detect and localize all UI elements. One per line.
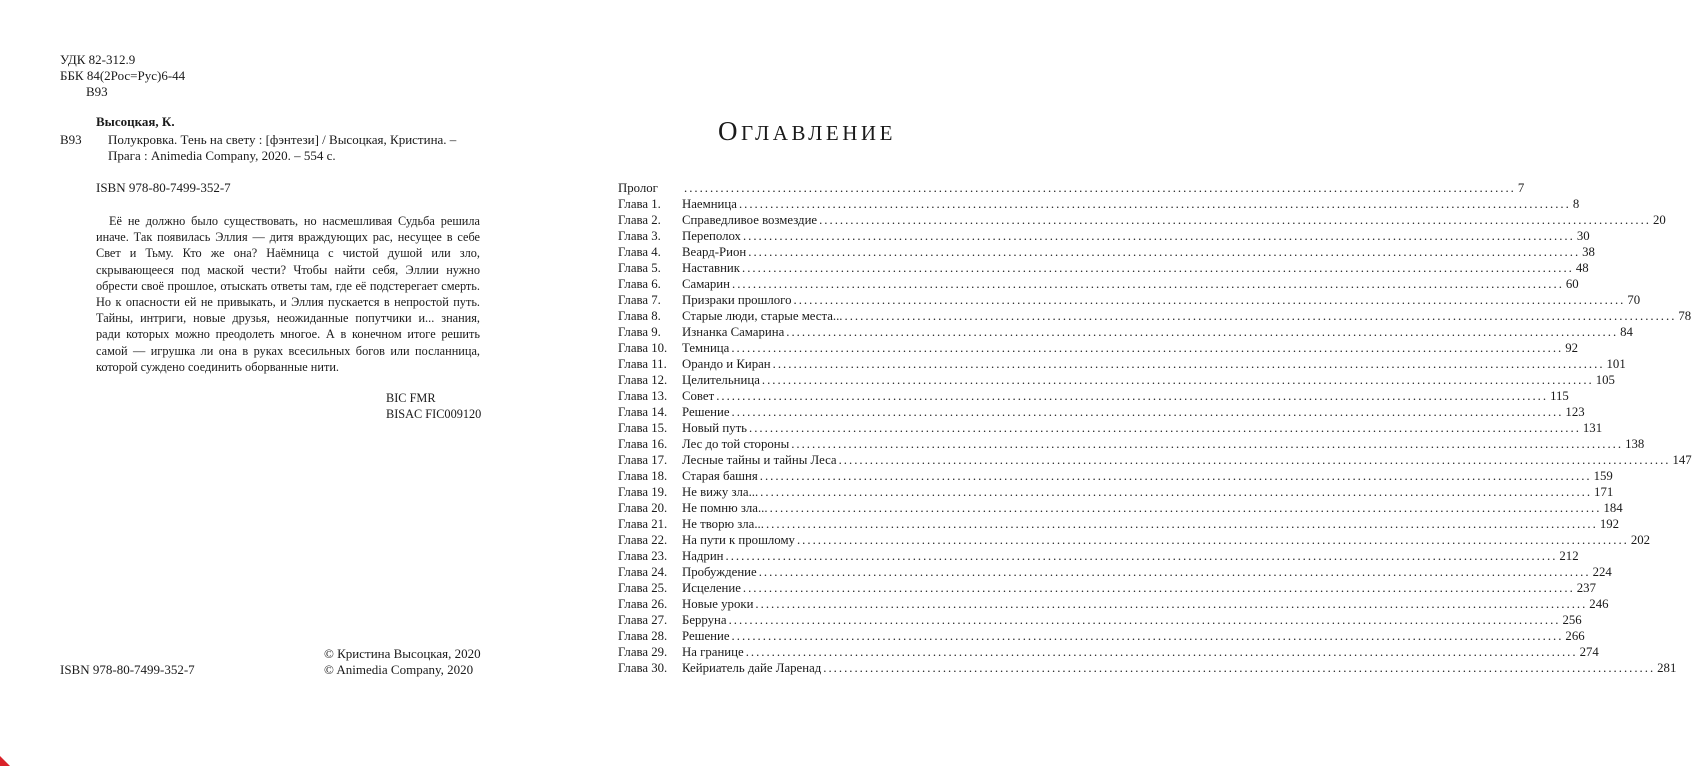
toc-entry-label: Глава 1. [618,197,661,211]
toc-entry [618,404,1585,420]
toc-entry-line [682,388,1569,404]
toc-entry-label: Глава 13. [618,389,668,403]
toc-entry-leader: ................................................................................................................................................................ [684,181,1516,195]
toc-entry-leader: ................................................................................................................................................................ [731,405,1564,419]
toc-entry-page: 281 [1657,661,1677,675]
toc-entry-label: Глава 22. [618,533,668,547]
toc-entry [618,628,1585,644]
toc-entry [618,420,1603,436]
toc-entry-title: Совет [682,389,715,403]
toc-entry-title: Наемница [682,197,737,211]
toc-entry-title: Переполох [682,229,741,243]
toc-entry-leader: ................................................................................................................................................................ [728,613,1561,627]
toc-entry-page: 171 [1594,485,1614,499]
toc-entry-leader: ................................................................................................................................................................ [745,645,1578,659]
toc-entry [618,308,1692,324]
toc-entry-leader: ................................................................................................................................................................ [796,533,1629,547]
toc-entry-leader: ................................................................................................................................................................ [761,373,1594,387]
toc-entry-page: 115 [1550,389,1569,403]
toc-entry-label: Глава 21. [618,517,668,531]
toc-entry-line [682,196,1580,212]
toc-entry-page: 266 [1565,629,1585,643]
toc-entry-label: Глава 17. [618,453,668,467]
toc-entry-line [682,452,1692,468]
isbn-bottom: ISBN 978-80-7499-352-7 [60,662,195,677]
toc-entry-page: 159 [1593,469,1613,483]
toc-entry [618,532,1651,548]
toc-entry-page: 78 [1678,309,1692,323]
toc-entry-title: Веард-Рион [682,245,747,259]
toc-entry-leader: ................................................................................................................................................................ [731,629,1564,643]
toc-entry-title: Наставник [682,261,740,275]
toc-entry [618,660,1677,676]
toc-entry-title: Старая башня [682,469,758,483]
toc-entry-page: 224 [1592,565,1612,579]
toc-entry-label: Глава 19. [618,485,668,499]
toc-entry-line [682,532,1651,548]
toc-entry-label: Глава 25. [618,581,668,595]
toc-entry-page: 237 [1576,581,1596,595]
toc-entry-leader: ................................................................................................................................................................ [769,501,1602,515]
toc-entry-line [682,324,1633,340]
toc-entry-label: Глава 24. [618,565,668,579]
toc-entry-page: 30 [1576,229,1590,243]
toc-entry-page: 131 [1582,421,1603,435]
toc-entry-leader: ................................................................................................................................................................ [742,229,1575,243]
toc-entry [618,612,1582,628]
toc-entry-page: 256 [1562,613,1582,627]
toc-entry [618,500,1623,516]
toc-entry-line [682,628,1585,644]
toc-entry-title: Надрин [682,549,724,563]
toc-entry-label: Пролог [618,181,658,195]
toc-entry-page: 8 [1572,197,1580,211]
toc-entry-page: 60 [1565,277,1579,291]
toc-entry-title: На пути к прошлому [682,533,795,547]
toc-entry-leader: ................................................................................................................................................................ [742,261,1574,275]
toc-entry-page: 84 [1620,325,1633,339]
toc-entry [618,596,1609,612]
toc-entry-label: Глава 8. [618,309,661,323]
toc-entry-line [682,612,1582,628]
toc-entry-leader: ................................................................................................................................................................ [838,453,1671,467]
bbk-code: ББК 84(2Рос=Рус)6-44 [60,68,186,83]
copyright-publisher: © Animedia Company, 2020 [324,662,474,677]
toc-entry-title: Исцеление [682,581,741,595]
toc-entry [618,276,1579,292]
toc-entry-line [682,180,1525,196]
toc-entry [618,180,1525,196]
toc-entry-title: Новые уроки [682,597,754,611]
toc-entry-title: Решение [682,405,730,419]
bisac-code: BISAC FIC009120 [386,407,482,421]
toc-entry-title: Темница [682,341,730,355]
toc-entry-page: 192 [1599,517,1620,531]
toc-entry [618,644,1599,660]
toc-entry-label: Глава 10. [618,341,668,355]
toc-entry-page: 105 [1595,373,1615,387]
toc-entry-title: Изнанка Самарина [682,325,785,339]
toc-entry-page: 147 [1672,453,1692,467]
toc-entry-label: Глава 23. [618,549,668,563]
toc-entry-leader: ................................................................................................................................................................ [738,197,1571,211]
toc-entry-label: Глава 26. [618,597,668,611]
right-page [540,0,1692,766]
toc-entry-title: Лес до той стороны [682,437,790,451]
toc-entry-line [682,564,1612,580]
toc-entry-line [682,644,1599,660]
toc-entry-line [682,596,1609,612]
toc-entry-label: Глава 29. [618,645,668,659]
toc-entry-label: Глава 6. [618,277,661,291]
toc-entry [618,244,1595,260]
toc-entry-page: 202 [1630,533,1651,547]
toc-entry-title: Не помню зла... [682,501,768,515]
toc-entry-page: 38 [1582,245,1595,259]
toc-entry-leader: ................................................................................................................................................................ [749,421,1581,435]
toc-entry-line [682,420,1603,436]
toc-entry-title: Не творю зла... [682,517,764,531]
toc-entry-leader: ................................................................................................................................................................ [758,565,1591,579]
toc-entry-page: 70 [1627,293,1641,307]
bic-code: BIC FMR [386,391,436,405]
toc-entry-leader: ................................................................................................................................................................ [819,213,1651,227]
toc-entry-page: 101 [1606,357,1626,371]
toc-entry-title: Целительница [682,373,760,387]
toc-title-initial: О [718,116,741,146]
toc-entry [618,228,1590,244]
toc-entry [618,340,1579,356]
toc-entry [618,196,1580,212]
toc-entry-line [682,244,1595,260]
toc-entry [618,388,1569,404]
toc-entry-title: Орандо и Киран [682,357,771,371]
toc-entry-leader: ................................................................................................................................................................ [731,341,1564,355]
toc-entry-page: 92 [1565,341,1579,355]
toc-entry-leader: ................................................................................................................................................................ [748,245,1581,259]
toc-entry-line [682,404,1585,420]
toc-entry-label: Глава 28. [618,629,668,643]
toc-entry-title: На границе [682,645,744,659]
toc-entry [618,516,1620,532]
toc-entry-line [682,436,1645,452]
toc-entry-page: 274 [1579,645,1599,659]
toc-entry-label: Глава 4. [618,245,661,259]
toc-entry-leader: ................................................................................................................................................................ [716,389,1549,403]
annotation-text: Её не должно было существовать, но насмешливая Судьба решила иначе. Так появилась Эллия — дитя враждующих рас, несущее в себе Свет и Тьму. Кто же она? Наёмница с чистой душой или зло, скрывающееся под маской чести? Чтобы найти себя, Эллии нужно обрести своё прошлое, отыскать ответы там, где её подстерегает смерть. Но к опасности ей не привыкать, и Эллия пускается в непростой путь. Тайны, интриги, новые друзья, неожиданные попутчики и... знания, ради которых можно преодолеть многое. А в конечном итоге решить самой — игрушка ли она в руках всесильных богов или посланница, которой суждено соединить оборванные нити. [96,214,480,374]
toc-entry-title: Справедливое возмездие [682,213,818,227]
toc-entry-page: 184 [1603,501,1623,515]
toc-entry-line [682,484,1614,500]
toc-entry-label: Глава 12. [618,373,668,387]
toc-entry-label: Глава 30. [618,661,668,675]
toc-entry-leader: ................................................................................................................................................................ [759,469,1592,483]
toc-entry-line [682,356,1626,372]
toc-entry-leader: ................................................................................................................................................................ [765,517,1598,531]
toc-entry [618,484,1614,500]
udk-code: УДК 82-312.9 [60,52,136,67]
toc-entry-leader: ................................................................................................................................................................ [793,293,1626,307]
toc-entry-line [682,516,1620,532]
toc-entry-page: 212 [1559,549,1579,563]
toc-entry-label: Глава 5. [618,261,661,275]
toc-entry-leader: ................................................................................................................................................................ [755,597,1588,611]
toc-entry-page: 7 [1517,181,1525,195]
toc-title [718,116,896,146]
toc-entry [618,548,1579,564]
catalog-mark: В93 [60,132,82,147]
toc-entry [618,260,1589,276]
toc-entry-line [682,260,1589,276]
toc-entry-leader: ................................................................................................................................................................ [844,309,1677,323]
toc-entry-line [682,580,1596,596]
toc-entry-leader: ................................................................................................................................................................ [732,277,1564,291]
toc-entry-line [682,372,1615,388]
toc-entry-leader: ................................................................................................................................................................ [760,485,1593,499]
toc-entry-label: Глава 11. [618,357,667,371]
toc-entry-label: Глава 15. [618,421,668,435]
toc-entry-line [682,212,1666,228]
toc-entry-title: Не вижу зла... [682,485,759,499]
author-heading: Высоцкая, К. [96,114,175,129]
toc-entry [618,436,1645,452]
toc-entry [618,564,1612,580]
toc-entry [618,452,1692,468]
toc-entry [618,212,1666,228]
toc-entry-line [682,308,1692,324]
toc-entry [618,292,1641,308]
toc-entry-title: Решение [682,629,730,643]
copyright-author: © Кристина Высоцкая, 2020 [324,646,481,661]
toc-entry-label: Глава 18. [618,469,668,483]
toc-entry-line [682,500,1623,516]
toc-entry-leader: ................................................................................................................................................................ [725,549,1558,563]
toc-entry-page: 48 [1575,261,1589,275]
isbn-top: ISBN 978-80-7499-352-7 [96,180,231,195]
toc-entry-leader: ................................................................................................................................................................ [791,437,1624,451]
toc-entry-label: Глава 27. [618,613,668,627]
toc-entry-page: 20 [1652,213,1666,227]
toc-entry-label: Глава 3. [618,229,661,243]
toc-entry-leader: ................................................................................................................................................................ [786,325,1619,339]
toc-entry-page: 246 [1589,597,1609,611]
toc-entry-page: 138 [1625,437,1645,451]
toc-entry-label: Глава 14. [618,405,668,419]
toc-entry [618,356,1626,372]
title-line-1: Полукровка. Тень на свету : [фэнтези] / Высоцкая, Кристина. – [108,132,457,147]
toc-entry-label: Глава 16. [618,437,668,451]
toc-entry-line [682,228,1590,244]
toc-entry-title: Новый путь [682,421,748,435]
toc-entry-label: Глава 7. [618,293,661,307]
toc-entry-line [682,660,1677,676]
toc-entry-title: Призраки прошлого [682,293,792,307]
toc-entry-line [682,548,1579,564]
toc-entry-leader: ................................................................................................................................................................ [742,581,1575,595]
toc-entry-line [682,340,1579,356]
toc-entry-line [682,292,1641,308]
toc-entry-page: 123 [1565,405,1585,419]
toc-entry-title: Старые люди, старые места... [682,309,843,323]
toc-entry-label: Глава 2. [618,213,661,227]
toc-title-rest: ГЛАВЛЕНИЕ [741,121,896,145]
author-mark: В93 [86,84,108,99]
corner-mark-icon [0,756,10,766]
toc-entry-title: Берруна [682,613,727,627]
toc-entry-label: Глава 20. [618,501,668,515]
toc-entry [618,324,1633,340]
toc-entry-label: Глава 9. [618,325,661,339]
toc-entry-title: Лесные тайны и тайны Леса [682,453,837,467]
toc-entry [618,580,1596,596]
toc-entry-leader: ................................................................................................................................................................ [823,661,1656,675]
title-line-2: Прага : Animedia Company, 2020. – 554 с. [108,148,336,163]
toc-entry-title: Кейриатель дайе Ларенад [682,661,822,675]
toc-entry-leader: ................................................................................................................................................................ [772,357,1605,371]
left-page [0,0,540,766]
toc-entry [618,468,1613,484]
toc-entry-title: Самарин [682,277,731,291]
toc-entry-line [682,468,1613,484]
toc-entry-line [682,276,1579,292]
toc-entry-title: Пробуждение [682,565,757,579]
toc-entry [618,372,1615,388]
